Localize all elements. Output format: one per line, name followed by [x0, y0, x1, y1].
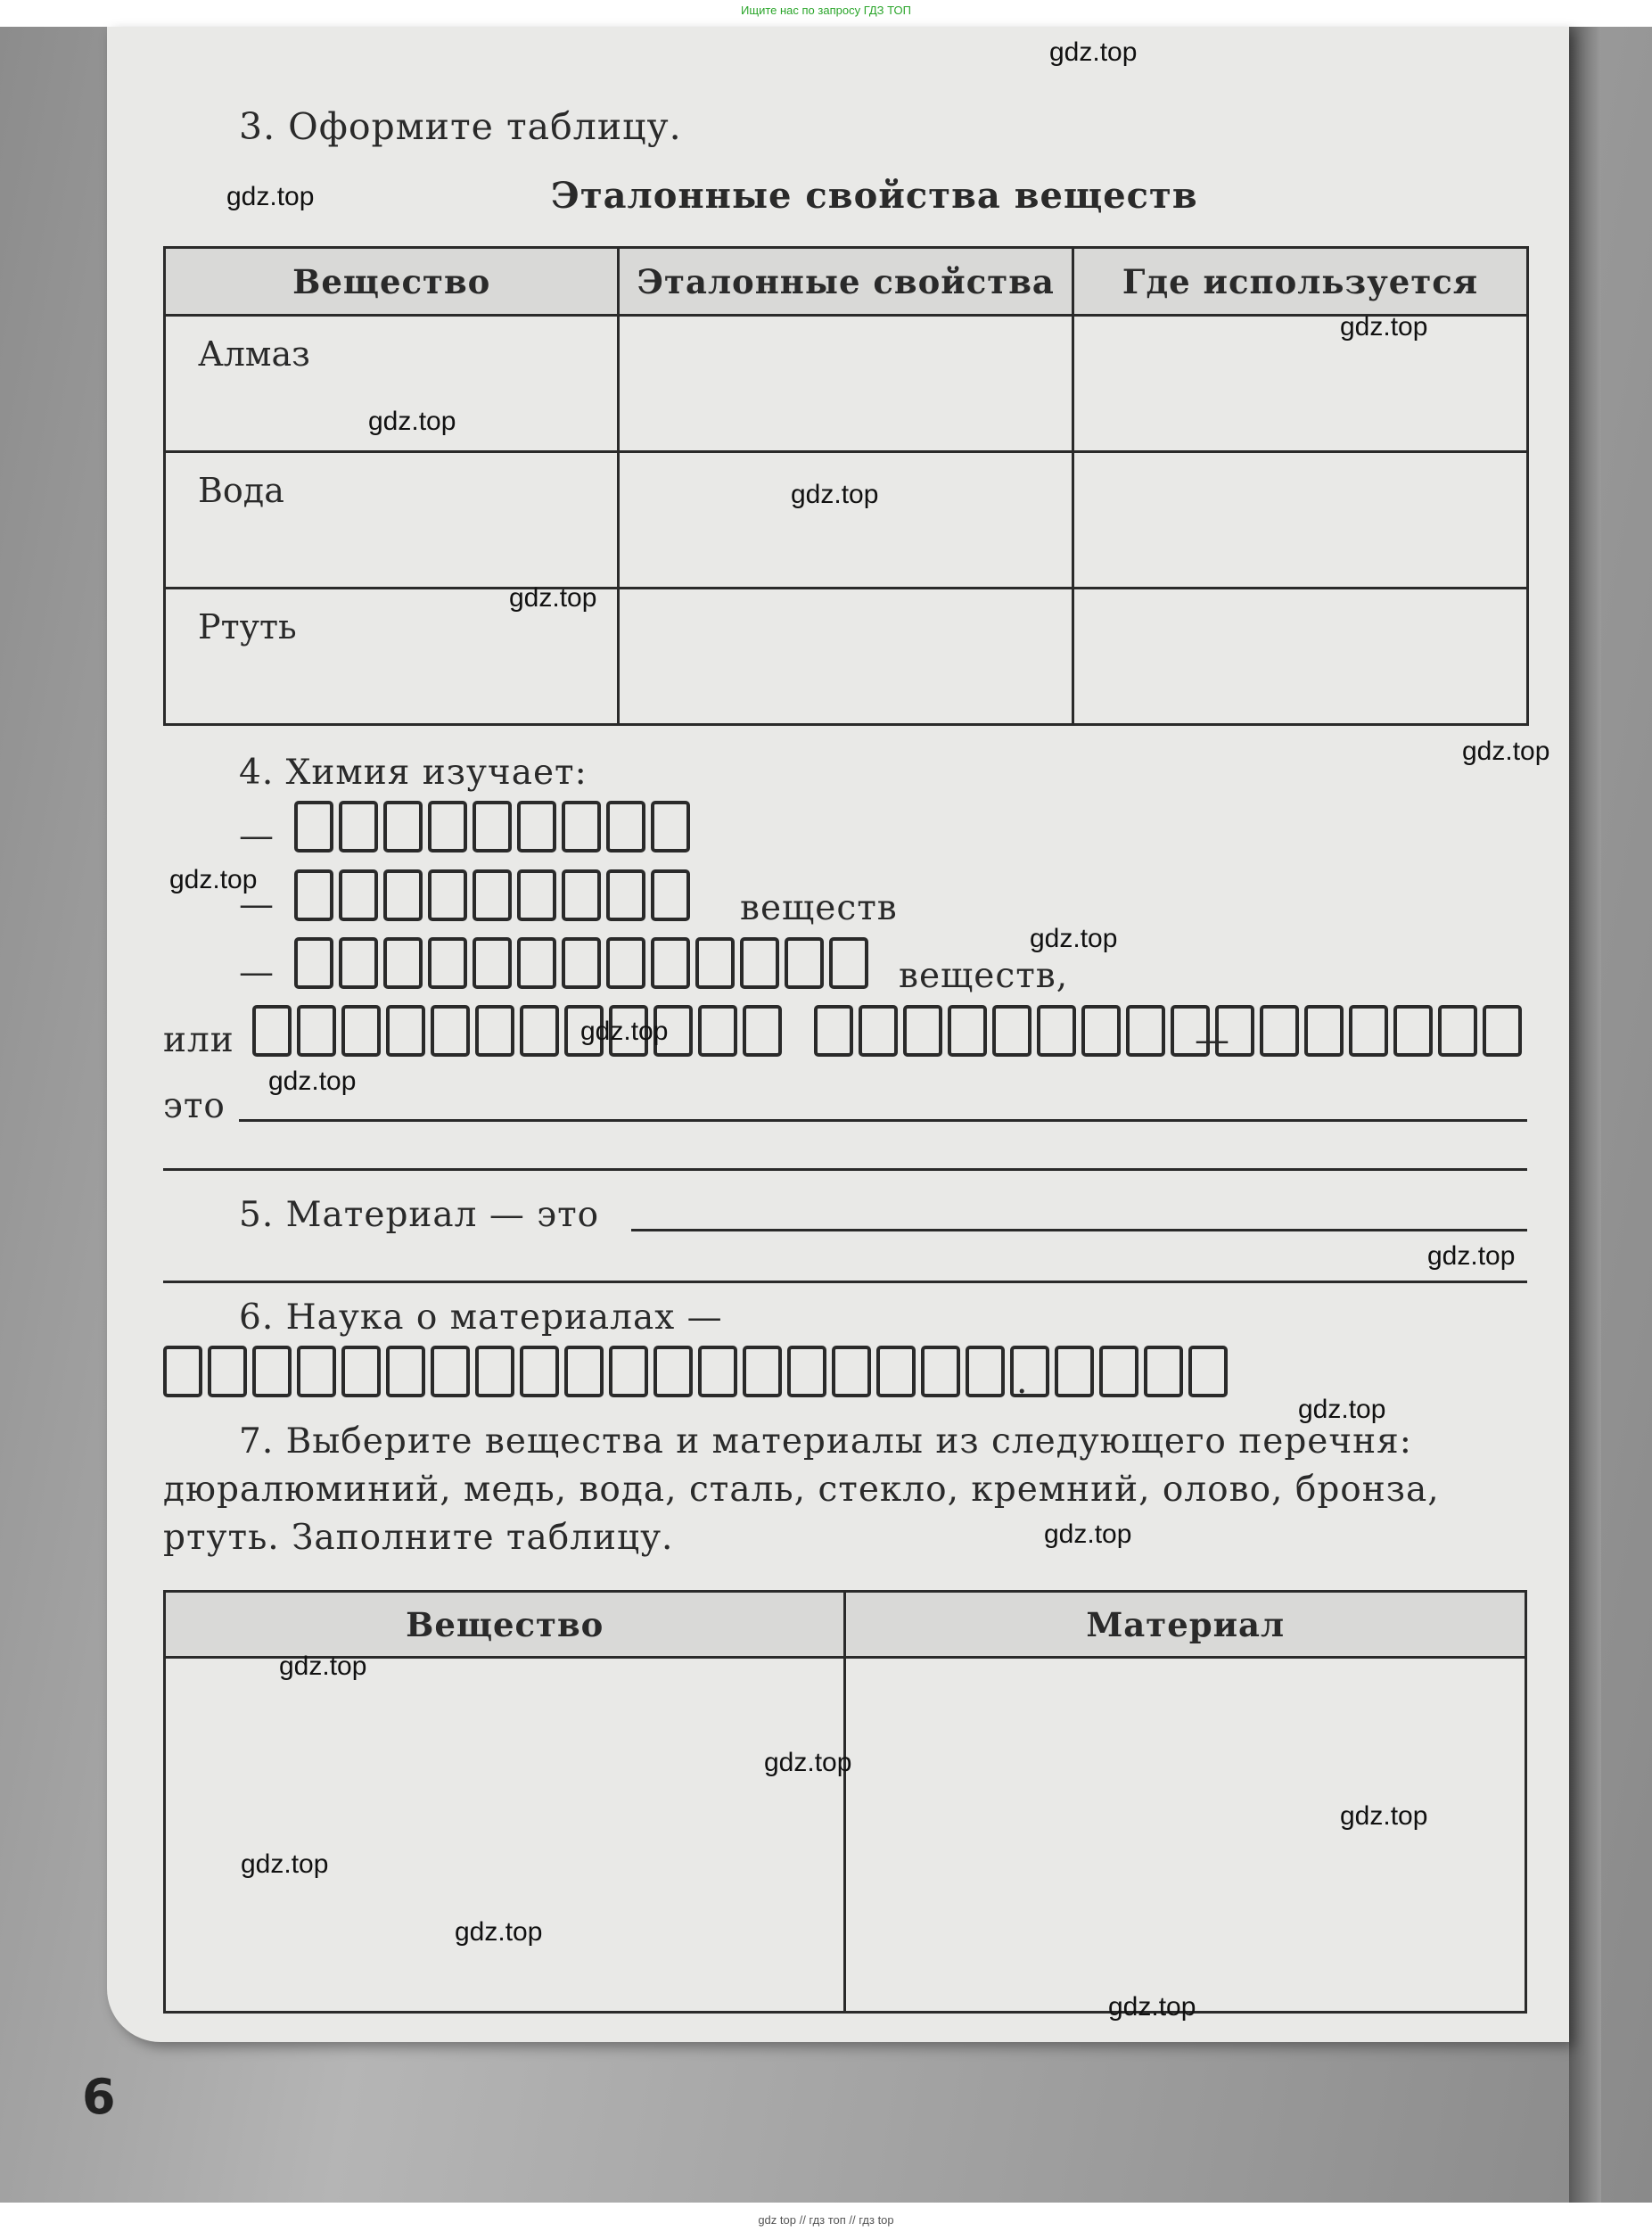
task4-heading: 4. Химия изучает: — [239, 753, 588, 793]
letter-box[interactable] — [1304, 1005, 1344, 1057]
letter-box[interactable] — [475, 1005, 514, 1057]
column-header-substance: Вещество — [165, 1592, 845, 1658]
task5-text: 5. Материал — это — [239, 1195, 600, 1235]
answer-line[interactable] — [163, 1281, 1527, 1283]
column-header-material: Материал — [845, 1592, 1526, 1658]
letter-box[interactable] — [473, 801, 512, 852]
letter-box[interactable] — [431, 1005, 470, 1057]
letter-box[interactable] — [562, 801, 601, 852]
letter-box[interactable] — [606, 801, 645, 852]
page-number: 6 — [82, 2069, 116, 2125]
watermark: gdz.top — [1340, 1801, 1428, 1831]
letter-box[interactable] — [473, 937, 512, 989]
watermark: gdz.top — [226, 182, 315, 211]
word-substances: веществ — [740, 888, 898, 928]
letter-box[interactable] — [428, 937, 467, 989]
letter-boxes-row-2[interactable] — [294, 869, 695, 921]
letter-box[interactable] — [163, 1346, 202, 1397]
answer-cell[interactable] — [1073, 452, 1528, 589]
letter-box[interactable] — [787, 1346, 826, 1397]
letter-box[interactable] — [1260, 1005, 1299, 1057]
letter-box[interactable] — [428, 869, 467, 921]
word-or: или — [163, 1020, 234, 1060]
letter-box[interactable] — [517, 869, 556, 921]
letter-box[interactable] — [520, 1005, 559, 1057]
letter-box[interactable] — [1055, 1346, 1094, 1397]
answer-line[interactable] — [631, 1229, 1527, 1231]
letter-box[interactable] — [562, 869, 601, 921]
watermark: gdz.top — [279, 1651, 367, 1681]
letter-box[interactable] — [294, 869, 333, 921]
word-substances-comma: веществ, — [899, 956, 1069, 996]
answer-line[interactable] — [239, 1119, 1527, 1122]
letter-box[interactable] — [606, 937, 645, 989]
letter-box[interactable] — [383, 937, 423, 989]
letter-box[interactable] — [562, 937, 601, 989]
letter-box[interactable] — [992, 1005, 1031, 1057]
letter-box[interactable] — [431, 1346, 470, 1397]
watermark: gdz.top — [1030, 924, 1118, 953]
dash: — — [239, 952, 275, 992]
watermark: gdz.top — [791, 480, 879, 509]
letter-box[interactable] — [517, 801, 556, 852]
watermark: gdz.top — [1108, 1992, 1196, 2022]
letter-box[interactable] — [386, 1346, 425, 1397]
row-label-cell — [165, 452, 619, 589]
page-edge-shadow — [1569, 27, 1601, 2203]
watermark: gdz.top — [1044, 1520, 1132, 1549]
table-row — [165, 452, 1528, 589]
letter-box[interactable] — [948, 1005, 987, 1057]
letter-box[interactable] — [832, 1346, 871, 1397]
letter-boxes-row-1[interactable] — [294, 801, 695, 852]
letter-box[interactable] — [1393, 1005, 1433, 1057]
substances-materials-table — [163, 1590, 1527, 2014]
task3-heading: 3. Оформите таблицу. — [239, 105, 682, 148]
column-header-usage: Где используется — [1073, 248, 1528, 316]
letter-box[interactable] — [829, 937, 868, 989]
letter-box[interactable] — [252, 1005, 292, 1057]
letter-boxes-row-3[interactable] — [294, 937, 874, 989]
word-this: это — [163, 1086, 226, 1126]
table-row — [165, 589, 1528, 725]
task7-line1: 7. Выберите вещества и материалы из следующего перечня: — [239, 1421, 1412, 1462]
letter-box[interactable] — [1483, 1005, 1522, 1057]
letter-box[interactable] — [564, 1346, 604, 1397]
watermark: gdz.top — [509, 583, 597, 613]
watermark: gdz.top — [1298, 1395, 1386, 1424]
letter-box[interactable] — [386, 1005, 425, 1057]
letter-box[interactable] — [1438, 1005, 1477, 1057]
watermark: gdz.top — [1462, 737, 1550, 766]
letter-box[interactable] — [428, 801, 467, 852]
column-header-substance: Вещество — [165, 248, 619, 316]
task7-line3: ртуть. Заполните таблицу. — [163, 1518, 674, 1558]
letter-box[interactable] — [383, 869, 423, 921]
letter-box[interactable] — [698, 1005, 737, 1057]
letter-boxes-row-6[interactable] — [163, 1346, 1233, 1397]
watermark: gdz.top — [368, 407, 456, 436]
answer-line[interactable] — [163, 1168, 1527, 1171]
letter-box[interactable] — [743, 1005, 782, 1057]
dash: — — [239, 816, 275, 856]
answer-cell[interactable] — [619, 452, 1073, 589]
letter-box[interactable] — [297, 1346, 336, 1397]
period: . — [1016, 1362, 1029, 1402]
dash: — — [239, 885, 275, 925]
task3-table-title: Эталонные свойства веществ — [551, 175, 1198, 217]
watermark: gdz.top — [1049, 37, 1138, 67]
watermark: gdz.top — [169, 865, 258, 894]
row-label-water: Вода — [198, 471, 284, 510]
letter-box[interactable] — [903, 1005, 942, 1057]
watermark: gdz.top — [455, 1917, 543, 1947]
letter-box[interactable] — [785, 937, 824, 989]
letter-box[interactable] — [339, 869, 378, 921]
letter-boxes-row-4b[interactable] — [814, 1005, 1527, 1057]
answer-cell[interactable] — [619, 589, 1073, 725]
letter-box[interactable] — [1037, 1005, 1076, 1057]
letter-box[interactable] — [339, 937, 378, 989]
letter-box[interactable] — [252, 1346, 292, 1397]
letter-box[interactable] — [651, 937, 690, 989]
letter-box[interactable] — [743, 1346, 782, 1397]
letter-box[interactable] — [609, 1346, 648, 1397]
letter-box[interactable] — [651, 801, 690, 852]
watermark: gdz.top — [268, 1067, 357, 1096]
letter-box[interactable] — [698, 1346, 737, 1397]
letter-box[interactable] — [651, 869, 690, 921]
letter-box[interactable] — [876, 1346, 916, 1397]
letter-box[interactable] — [740, 937, 779, 989]
answer-cell[interactable] — [1073, 316, 1528, 452]
letter-box[interactable] — [859, 1005, 898, 1057]
letter-boxes-row-4a[interactable] — [252, 1005, 787, 1057]
task6-text: 6. Наука о материалах — — [239, 1297, 723, 1338]
letter-box[interactable] — [208, 1346, 247, 1397]
answer-cell[interactable] — [845, 1658, 1526, 2013]
watermark: gdz.top — [1340, 312, 1428, 342]
column-header-reference-properties: Эталонные свойства — [619, 248, 1073, 316]
watermark: gdz.top — [1427, 1241, 1516, 1271]
letter-box[interactable] — [1144, 1346, 1183, 1397]
task7-line2: дюралюминий, медь, вода, сталь, стекло, кремний, олово, бронза, — [163, 1470, 1440, 1510]
answer-cell[interactable] — [619, 316, 1073, 452]
row-label-mercury: Ртуть — [198, 607, 297, 647]
letter-box[interactable] — [339, 801, 378, 852]
letter-box[interactable] — [294, 937, 333, 989]
letter-box[interactable] — [383, 801, 423, 852]
letter-box[interactable] — [297, 1005, 336, 1057]
letter-box[interactable] — [473, 869, 512, 921]
letter-box[interactable] — [475, 1346, 514, 1397]
table-row — [165, 1658, 1526, 2013]
letter-box[interactable] — [1126, 1005, 1165, 1057]
letter-box[interactable] — [341, 1005, 381, 1057]
letter-box[interactable] — [517, 937, 556, 989]
letter-box[interactable] — [341, 1346, 381, 1397]
letter-box[interactable] — [1099, 1346, 1138, 1397]
bottom-banner[interactable]: gdz top // гдз топ // гдз top — [758, 2213, 894, 2227]
dash: — — [1195, 1020, 1230, 1060]
letter-box[interactable] — [921, 1346, 960, 1397]
letter-box[interactable] — [695, 937, 735, 989]
letter-box[interactable] — [966, 1346, 1005, 1397]
top-banner[interactable]: Ищите нас по запросу ГДЗ ТОП — [741, 4, 911, 17]
letter-box[interactable] — [1081, 1005, 1121, 1057]
answer-cell[interactable] — [1073, 589, 1528, 725]
row-label-diamond: Алмаз — [198, 334, 310, 374]
watermark: gdz.top — [241, 1849, 329, 1879]
letter-box[interactable] — [1188, 1346, 1228, 1397]
letter-box[interactable] — [606, 869, 645, 921]
letter-box[interactable] — [520, 1346, 559, 1397]
watermark: gdz.top — [580, 1017, 669, 1046]
answer-cell[interactable] — [165, 1658, 845, 2013]
letter-box[interactable] — [814, 1005, 853, 1057]
letter-box[interactable] — [653, 1346, 693, 1397]
letter-box[interactable] — [1349, 1005, 1388, 1057]
watermark: gdz.top — [764, 1748, 852, 1777]
letter-box[interactable] — [294, 801, 333, 852]
